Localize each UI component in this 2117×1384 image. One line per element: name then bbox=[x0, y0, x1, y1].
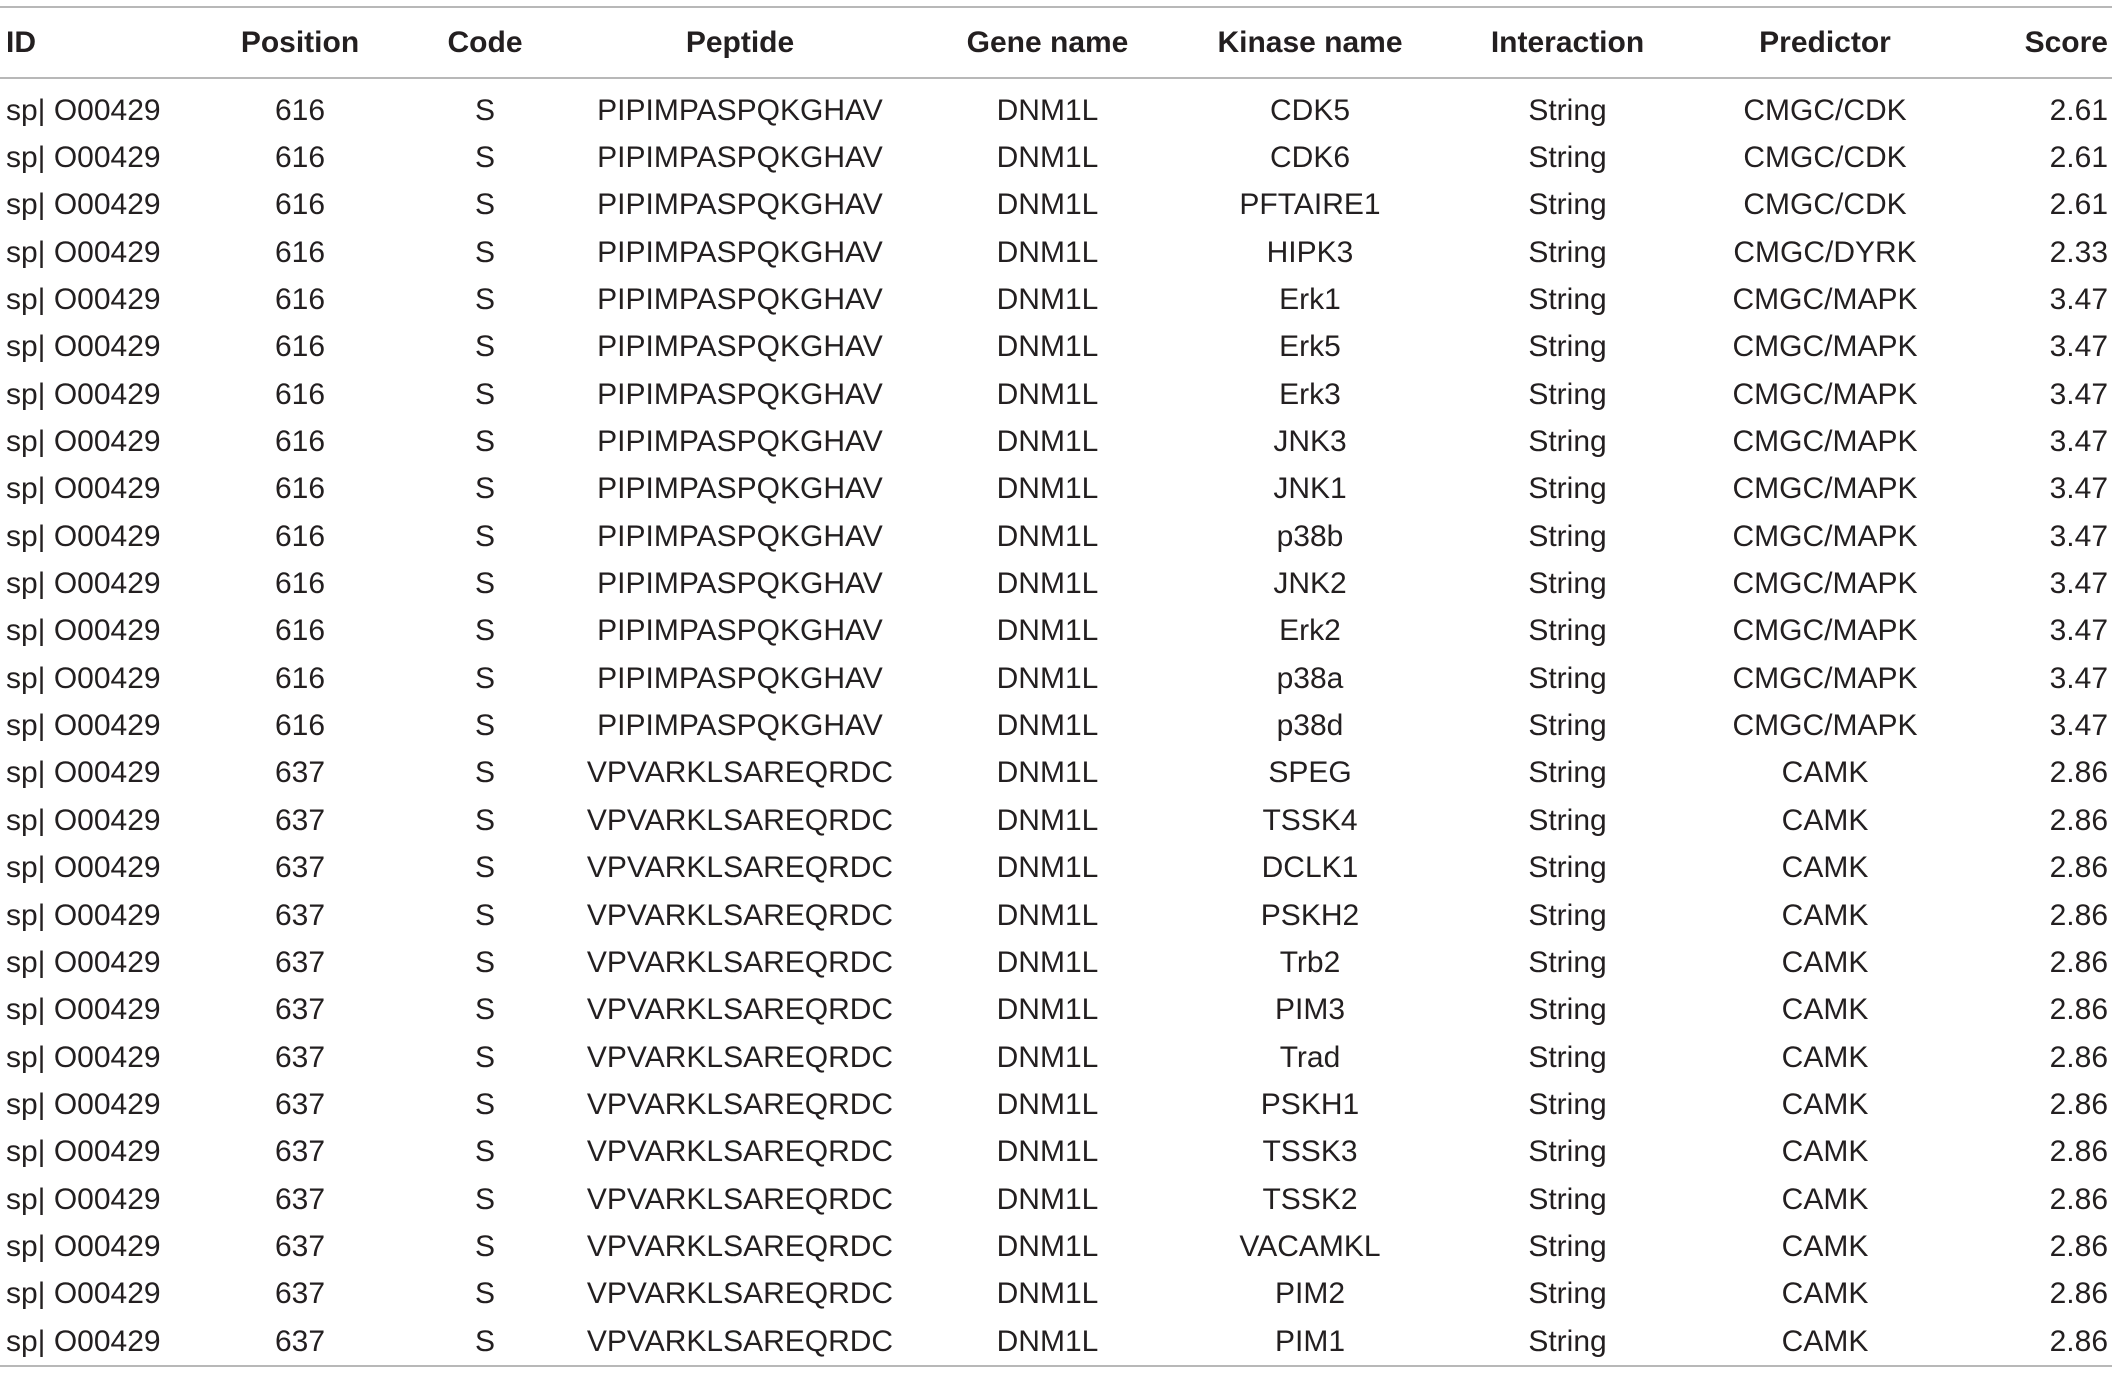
cell-predictor: CMGC/MAPK bbox=[1732, 377, 1918, 411]
cell-peptide: PIPIMPASPQKGHAV bbox=[597, 519, 883, 553]
cell-kinase-name: VACAMKL bbox=[1239, 1229, 1381, 1263]
cell-kinase-name: TSSK3 bbox=[1262, 1135, 1358, 1169]
column-header-interaction: Interaction bbox=[1445, 7, 1690, 78]
cell-score: 2.86 bbox=[2049, 1229, 2108, 1263]
cell-predictor: CAMK bbox=[1690, 1318, 1960, 1366]
cell-peptide: PIPIMPASPQKGHAV bbox=[597, 377, 883, 411]
cell-interaction: String bbox=[1528, 330, 1607, 364]
cell-kinase-name: JNK1 bbox=[1273, 472, 1347, 506]
table-row bbox=[0, 78, 2112, 134]
table-row bbox=[0, 750, 2112, 797]
cell-id: sp| O00429 bbox=[6, 283, 161, 317]
table-row bbox=[0, 892, 2112, 939]
cell-gene-name: DNM1L bbox=[996, 993, 1099, 1027]
cell-predictor: CMGC/DYRK bbox=[1733, 235, 1917, 269]
cell-id: sp| O00429 bbox=[6, 567, 161, 601]
cell-code: S bbox=[474, 283, 495, 317]
cell-id: sp| O00429 bbox=[6, 1087, 161, 1121]
cell-gene-name: DNM1L bbox=[996, 519, 1099, 553]
cell-interaction: String bbox=[1528, 1040, 1607, 1074]
cell-kinase-name: Erk1 bbox=[1279, 283, 1341, 317]
table-row bbox=[0, 418, 2112, 465]
cell-peptide: VPVARKLSAREQRDC bbox=[586, 1229, 894, 1263]
cell-id: sp| O00429 bbox=[6, 188, 161, 222]
cell-id: sp| O00429 bbox=[6, 1182, 161, 1216]
cell-kinase-name: PSKH2 bbox=[1260, 898, 1360, 932]
cell-code: S bbox=[474, 945, 495, 979]
cell-predictor: CMGC/MAPK bbox=[1732, 283, 1918, 317]
cell-position: 637 bbox=[274, 898, 326, 932]
cell-code: S bbox=[474, 709, 495, 743]
kinase-prediction-table bbox=[0, 6, 2112, 1367]
cell-code: S bbox=[474, 188, 495, 222]
cell-id: sp| O00429 bbox=[6, 330, 161, 364]
cell-position: 637 bbox=[274, 993, 326, 1027]
cell-score: 3.47 bbox=[2049, 283, 2108, 317]
cell-code: S bbox=[474, 1229, 495, 1263]
table-row bbox=[0, 1081, 2112, 1128]
cell-peptide: PIPIMPASPQKGHAV bbox=[597, 141, 883, 175]
cell-id: sp| O00429 bbox=[0, 1318, 190, 1366]
table-row bbox=[0, 324, 2112, 371]
cell-gene-name: DNM1L bbox=[996, 1277, 1099, 1311]
table-body bbox=[0, 78, 2112, 1366]
cell-code: S bbox=[474, 756, 495, 790]
table-row bbox=[0, 513, 2112, 560]
cell-position: 616 bbox=[274, 661, 326, 695]
cell-kinase-name: TSSK2 bbox=[1262, 1182, 1358, 1216]
cell-predictor: CMGC/CDK bbox=[1743, 188, 1907, 222]
cell-peptide: VPVARKLSAREQRDC bbox=[586, 851, 894, 885]
cell-interaction: String bbox=[1528, 567, 1607, 601]
cell-score: 3.47 bbox=[2049, 425, 2108, 459]
cell-id: sp| O00429 bbox=[6, 377, 161, 411]
cell-predictor: CAMK bbox=[1781, 945, 1869, 979]
cell-peptide: PIPIMPASPQKGHAV bbox=[597, 709, 883, 743]
cell-position: 637 bbox=[274, 1040, 326, 1074]
cell-score: 2.86 bbox=[2049, 898, 2108, 932]
cell-position: 637 bbox=[274, 803, 326, 837]
table-row bbox=[0, 845, 2112, 892]
cell-id: sp| O00429 bbox=[6, 1040, 161, 1074]
cell-peptide: PIPIMPASPQKGHAV bbox=[597, 567, 883, 601]
cell-gene-name: DNM1L bbox=[996, 614, 1099, 648]
cell-predictor: CAMK bbox=[1781, 1040, 1869, 1074]
cell-predictor: CMGC/MAPK bbox=[1732, 567, 1918, 601]
cell-position: 637 bbox=[274, 945, 326, 979]
cell-position: 616 bbox=[274, 567, 326, 601]
cell-interaction: String bbox=[1528, 1135, 1607, 1169]
cell-id: sp| O00429 bbox=[6, 898, 161, 932]
cell-gene-name: DNM1L bbox=[996, 661, 1099, 695]
cell-kinase-name: p38b bbox=[1276, 519, 1344, 553]
cell-score: 3.47 bbox=[2049, 661, 2108, 695]
column-header-kinase-name: Kinase name bbox=[1175, 7, 1445, 78]
cell-code: S bbox=[474, 614, 495, 648]
cell-code: S bbox=[474, 567, 495, 601]
cell-position: 637 bbox=[274, 1229, 326, 1263]
cell-predictor: CMGC/CDK bbox=[1743, 93, 1907, 127]
table-row bbox=[0, 1034, 2112, 1081]
cell-interaction: String bbox=[1528, 1277, 1607, 1311]
cell-interaction: String bbox=[1528, 283, 1607, 317]
cell-predictor: CAMK bbox=[1781, 898, 1869, 932]
cell-id: sp| O00429 bbox=[6, 756, 161, 790]
cell-interaction: String bbox=[1528, 945, 1607, 979]
cell-gene-name: DNM1L bbox=[996, 235, 1099, 269]
column-header-position: Position bbox=[190, 7, 410, 78]
cell-score: 3.47 bbox=[2049, 519, 2108, 553]
cell-id: sp| O00429 bbox=[6, 661, 161, 695]
cell-predictor: CAMK bbox=[1781, 1229, 1869, 1263]
cell-score: 2.86 bbox=[2049, 1182, 2108, 1216]
table-row bbox=[0, 702, 2112, 749]
cell-predictor: CAMK bbox=[1781, 1087, 1869, 1121]
cell-interaction: String bbox=[1528, 709, 1607, 743]
cell-code: S bbox=[410, 1318, 560, 1366]
table-header bbox=[0, 7, 2112, 78]
cell-interaction: String bbox=[1528, 1087, 1607, 1121]
cell-kinase-name: TSSK4 bbox=[1262, 803, 1358, 837]
cell-position: 637 bbox=[190, 1318, 410, 1366]
table-row bbox=[0, 1129, 2112, 1176]
cell-code: S bbox=[474, 472, 495, 506]
cell-kinase-name: DCLK1 bbox=[1261, 851, 1359, 885]
cell-position: 616 bbox=[274, 283, 326, 317]
cell-score: 3.47 bbox=[2049, 377, 2108, 411]
cell-id: sp| O00429 bbox=[6, 141, 161, 175]
cell-peptide: VPVARKLSAREQRDC bbox=[586, 803, 894, 837]
cell-gene-name: DNM1L bbox=[996, 1135, 1099, 1169]
cell-position: 616 bbox=[274, 93, 326, 127]
cell-score: 2.86 bbox=[2049, 756, 2108, 790]
table-row bbox=[0, 655, 2112, 702]
cell-position: 637 bbox=[274, 1135, 326, 1169]
cell-code: S bbox=[474, 93, 495, 127]
cell-gene-name: DNM1L bbox=[996, 1087, 1099, 1121]
cell-score: 3.47 bbox=[2049, 472, 2108, 506]
cell-kinase-name: PSKH1 bbox=[1260, 1087, 1360, 1121]
cell-code: S bbox=[474, 1135, 495, 1169]
cell-kinase-name: HIPK3 bbox=[1266, 235, 1354, 269]
cell-interaction: String bbox=[1528, 803, 1607, 837]
cell-interaction: String bbox=[1528, 898, 1607, 932]
table-row bbox=[0, 182, 2112, 229]
cell-gene-name: DNM1L bbox=[996, 803, 1099, 837]
cell-predictor: CMGC/MAPK bbox=[1732, 425, 1918, 459]
cell-position: 616 bbox=[274, 330, 326, 364]
cell-peptide: PIPIMPASPQKGHAV bbox=[597, 93, 883, 127]
cell-kinase-name: Trad bbox=[1279, 1040, 1341, 1074]
table-row bbox=[0, 1176, 2112, 1223]
cell-code: S bbox=[474, 1182, 495, 1216]
cell-id: sp| O00429 bbox=[6, 803, 161, 837]
cell-position: 637 bbox=[274, 1182, 326, 1216]
cell-predictor: CAMK bbox=[1781, 993, 1869, 1027]
table-row bbox=[0, 134, 2112, 181]
cell-code: S bbox=[474, 330, 495, 364]
cell-interaction: String bbox=[1528, 993, 1607, 1027]
cell-id: sp| O00429 bbox=[6, 472, 161, 506]
cell-predictor: CMGC/MAPK bbox=[1732, 519, 1918, 553]
cell-score: 2.86 bbox=[2049, 945, 2108, 979]
column-header-score: Score bbox=[1960, 7, 2112, 78]
cell-score: 3.47 bbox=[2049, 330, 2108, 364]
cell-score: 3.47 bbox=[2049, 567, 2108, 601]
cell-position: 616 bbox=[274, 141, 326, 175]
table-row bbox=[0, 939, 2112, 986]
cell-predictor: CMGC/MAPK bbox=[1732, 472, 1918, 506]
cell-code: S bbox=[474, 1040, 495, 1074]
cell-id: sp| O00429 bbox=[6, 945, 161, 979]
cell-predictor: CAMK bbox=[1781, 803, 1869, 837]
cell-peptide: VPVARKLSAREQRDC bbox=[586, 1135, 894, 1169]
cell-interaction: String bbox=[1528, 614, 1607, 648]
cell-gene-name: DNM1L bbox=[996, 756, 1099, 790]
table-row bbox=[0, 1271, 2112, 1318]
cell-predictor: CAMK bbox=[1781, 1135, 1869, 1169]
cell-position: 616 bbox=[274, 519, 326, 553]
cell-id: sp| O00429 bbox=[6, 425, 161, 459]
cell-peptide: VPVARKLSAREQRDC bbox=[586, 1040, 894, 1074]
cell-gene-name: DNM1L bbox=[996, 283, 1099, 317]
cell-kinase-name: PIM1 bbox=[1175, 1318, 1445, 1366]
cell-score: 2.86 bbox=[2049, 803, 2108, 837]
cell-gene-name: DNM1L bbox=[996, 945, 1099, 979]
cell-gene-name: DNM1L bbox=[996, 898, 1099, 932]
cell-position: 616 bbox=[274, 188, 326, 222]
cell-gene-name: DNM1L bbox=[920, 1318, 1175, 1366]
cell-id: sp| O00429 bbox=[6, 235, 161, 269]
cell-predictor: CMGC/MAPK bbox=[1732, 330, 1918, 364]
cell-score: 2.86 bbox=[2049, 851, 2108, 885]
cell-kinase-name: Trb2 bbox=[1279, 945, 1341, 979]
cell-interaction: String bbox=[1528, 93, 1607, 127]
cell-peptide: VPVARKLSAREQRDC bbox=[586, 1087, 894, 1121]
table-row bbox=[0, 229, 2112, 276]
cell-interaction: String bbox=[1528, 1182, 1607, 1216]
cell-interaction: String bbox=[1445, 1318, 1690, 1366]
cell-code: S bbox=[474, 1087, 495, 1121]
cell-position: 616 bbox=[274, 425, 326, 459]
cell-position: 637 bbox=[274, 1087, 326, 1121]
cell-predictor: CMGC/MAPK bbox=[1732, 709, 1918, 743]
cell-peptide: VPVARKLSAREQRDC bbox=[586, 1277, 894, 1311]
cell-id: sp| O00429 bbox=[6, 1277, 161, 1311]
cell-id: sp| O00429 bbox=[6, 709, 161, 743]
cell-peptide: VPVARKLSAREQRDC bbox=[560, 1318, 920, 1366]
cell-predictor: CAMK bbox=[1781, 756, 1869, 790]
cell-gene-name: DNM1L bbox=[996, 472, 1099, 506]
cell-id: sp| O00429 bbox=[6, 93, 161, 127]
table-row bbox=[0, 1318, 2112, 1366]
column-header-predictor: Predictor bbox=[1690, 7, 1960, 78]
header-row bbox=[0, 7, 2112, 78]
cell-position: 616 bbox=[274, 235, 326, 269]
cell-predictor: CMGC/CDK bbox=[1743, 141, 1907, 175]
cell-code: S bbox=[474, 851, 495, 885]
table-row bbox=[0, 371, 2112, 418]
cell-position: 637 bbox=[274, 756, 326, 790]
cell-code: S bbox=[474, 993, 495, 1027]
cell-interaction: String bbox=[1528, 425, 1607, 459]
cell-position: 616 bbox=[274, 472, 326, 506]
cell-code: S bbox=[474, 519, 495, 553]
cell-peptide: PIPIMPASPQKGHAV bbox=[597, 188, 883, 222]
cell-code: S bbox=[474, 141, 495, 175]
cell-peptide: PIPIMPASPQKGHAV bbox=[597, 235, 883, 269]
cell-position: 637 bbox=[274, 1277, 326, 1311]
cell-id: sp| O00429 bbox=[6, 1135, 161, 1169]
cell-score: 2.61 bbox=[2049, 141, 2108, 175]
table-row bbox=[0, 276, 2112, 323]
table-row bbox=[0, 560, 2112, 607]
cell-predictor: CAMK bbox=[1781, 851, 1869, 885]
cell-interaction: String bbox=[1528, 756, 1607, 790]
cell-position: 616 bbox=[274, 709, 326, 743]
cell-code: S bbox=[474, 661, 495, 695]
cell-peptide: PIPIMPASPQKGHAV bbox=[597, 614, 883, 648]
cell-gene-name: DNM1L bbox=[996, 93, 1099, 127]
cell-predictor: CAMK bbox=[1781, 1277, 1869, 1311]
cell-gene-name: DNM1L bbox=[996, 1182, 1099, 1216]
cell-peptide: VPVARKLSAREQRDC bbox=[586, 945, 894, 979]
cell-score: 2.86 bbox=[2049, 1135, 2108, 1169]
cell-gene-name: DNM1L bbox=[996, 330, 1099, 364]
cell-code: S bbox=[474, 1277, 495, 1311]
cell-gene-name: DNM1L bbox=[996, 567, 1099, 601]
cell-predictor: CMGC/MAPK bbox=[1732, 614, 1918, 648]
table-row bbox=[0, 1223, 2112, 1270]
cell-interaction: String bbox=[1528, 235, 1607, 269]
cell-kinase-name: PFTAIRE1 bbox=[1239, 188, 1381, 222]
cell-interaction: String bbox=[1528, 661, 1607, 695]
cell-kinase-name: Erk2 bbox=[1279, 614, 1341, 648]
cell-position: 616 bbox=[274, 377, 326, 411]
cell-kinase-name: Erk3 bbox=[1279, 377, 1341, 411]
cell-gene-name: DNM1L bbox=[996, 1229, 1099, 1263]
column-header-peptide: Peptide bbox=[560, 7, 920, 78]
cell-peptide: PIPIMPASPQKGHAV bbox=[597, 425, 883, 459]
cell-peptide: VPVARKLSAREQRDC bbox=[586, 756, 894, 790]
cell-kinase-name: JNK2 bbox=[1273, 567, 1347, 601]
cell-score: 2.86 bbox=[2049, 1040, 2108, 1074]
cell-score: 2.33 bbox=[2049, 235, 2108, 269]
cell-gene-name: DNM1L bbox=[996, 425, 1099, 459]
cell-peptide: VPVARKLSAREQRDC bbox=[586, 898, 894, 932]
cell-peptide: PIPIMPASPQKGHAV bbox=[597, 661, 883, 695]
cell-peptide: PIPIMPASPQKGHAV bbox=[597, 472, 883, 506]
cell-id: sp| O00429 bbox=[6, 851, 161, 885]
cell-kinase-name: p38a bbox=[1276, 661, 1344, 695]
cell-id: sp| O00429 bbox=[6, 614, 161, 648]
column-header-gene-name: Gene name bbox=[920, 7, 1175, 78]
cell-peptide: PIPIMPASPQKGHAV bbox=[597, 283, 883, 317]
cell-score: 2.86 bbox=[2049, 1277, 2108, 1311]
cell-interaction: String bbox=[1528, 188, 1607, 222]
cell-peptide: VPVARKLSAREQRDC bbox=[586, 993, 894, 1027]
cell-score: 2.86 bbox=[2049, 993, 2108, 1027]
cell-position: 637 bbox=[274, 851, 326, 885]
table-row bbox=[0, 466, 2112, 513]
cell-position: 616 bbox=[274, 614, 326, 648]
cell-score: 2.61 bbox=[2049, 188, 2108, 222]
cell-code: S bbox=[474, 803, 495, 837]
cell-interaction: String bbox=[1528, 519, 1607, 553]
cell-peptide: VPVARKLSAREQRDC bbox=[586, 1182, 894, 1216]
table-row bbox=[0, 608, 2112, 655]
cell-gene-name: DNM1L bbox=[996, 188, 1099, 222]
cell-code: S bbox=[474, 425, 495, 459]
cell-interaction: String bbox=[1528, 377, 1607, 411]
cell-interaction: String bbox=[1528, 472, 1607, 506]
cell-predictor: CMGC/MAPK bbox=[1732, 661, 1918, 695]
cell-gene-name: DNM1L bbox=[996, 1040, 1099, 1074]
table-row bbox=[0, 987, 2112, 1034]
cell-kinase-name: Erk5 bbox=[1279, 330, 1341, 364]
cell-interaction: String bbox=[1528, 851, 1607, 885]
cell-kinase-name: SPEG bbox=[1268, 756, 1352, 790]
cell-gene-name: DNM1L bbox=[996, 851, 1099, 885]
cell-gene-name: DNM1L bbox=[996, 141, 1099, 175]
cell-score: 2.86 bbox=[2049, 1087, 2108, 1121]
cell-id: sp| O00429 bbox=[6, 1229, 161, 1263]
cell-code: S bbox=[474, 898, 495, 932]
cell-kinase-name: CDK5 bbox=[1269, 93, 1351, 127]
cell-gene-name: DNM1L bbox=[996, 709, 1099, 743]
cell-score: 3.47 bbox=[2049, 614, 2108, 648]
cell-kinase-name: p38d bbox=[1276, 709, 1344, 743]
cell-kinase-name: JNK3 bbox=[1273, 425, 1347, 459]
cell-id: sp| O00429 bbox=[6, 519, 161, 553]
cell-predictor: CAMK bbox=[1781, 1182, 1869, 1216]
cell-kinase-name: PIM3 bbox=[1274, 993, 1346, 1027]
cell-score: 2.86 bbox=[1960, 1318, 2112, 1366]
cell-gene-name: DNM1L bbox=[996, 377, 1099, 411]
cell-kinase-name: CDK6 bbox=[1269, 141, 1351, 175]
cell-interaction: String bbox=[1528, 1229, 1607, 1263]
table-row bbox=[0, 797, 2112, 844]
cell-code: S bbox=[474, 377, 495, 411]
cell-id: sp| O00429 bbox=[6, 993, 161, 1027]
column-header-id: ID bbox=[0, 7, 190, 78]
column-header-code: Code bbox=[410, 7, 560, 78]
cell-score: 2.61 bbox=[2049, 93, 2108, 127]
cell-kinase-name: PIM2 bbox=[1274, 1277, 1346, 1311]
cell-score: 3.47 bbox=[2049, 709, 2108, 743]
cell-interaction: String bbox=[1528, 141, 1607, 175]
cell-peptide: PIPIMPASPQKGHAV bbox=[597, 330, 883, 364]
cell-code: S bbox=[474, 235, 495, 269]
